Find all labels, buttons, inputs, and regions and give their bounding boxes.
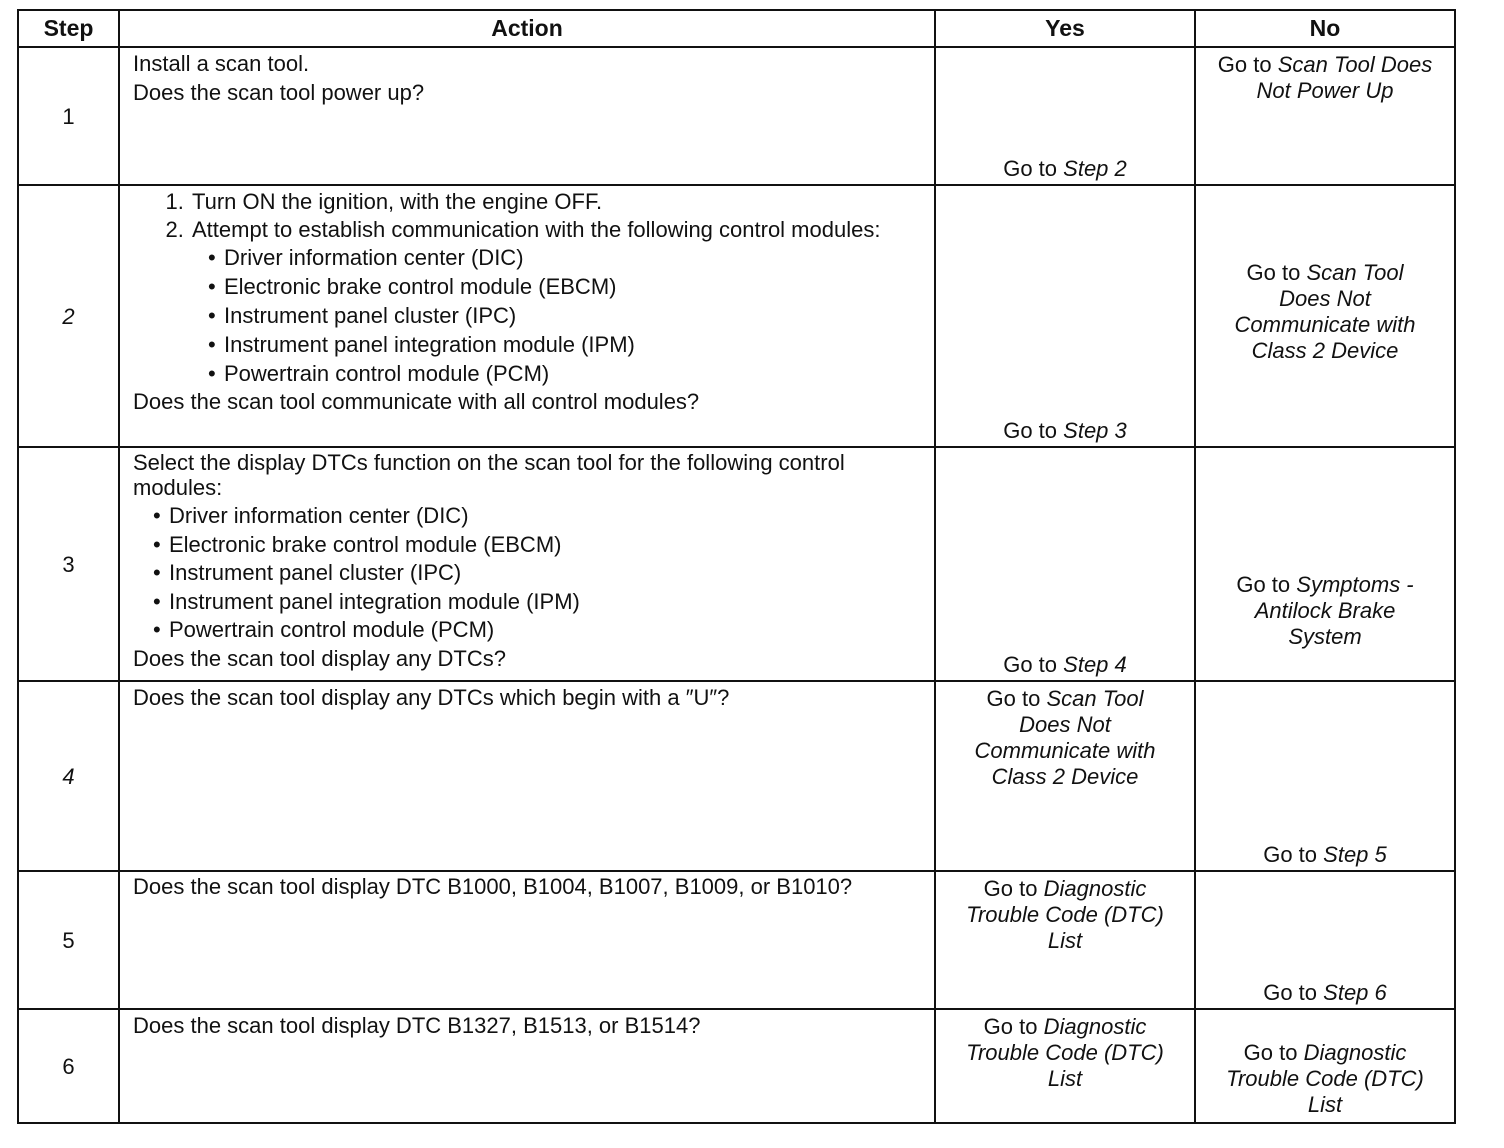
- action-question: Does the scan tool display DTC B1000, B1004, B1007, B1009, or B1010?: [133, 874, 853, 899]
- yes-cell: [935, 185, 1195, 447]
- header-yes: Yes: [935, 10, 1195, 47]
- action-line: Install a scan tool.: [133, 51, 310, 76]
- yes-cell: [935, 447, 1195, 681]
- yes-link[interactable]: Diagnostic Trouble Code (DTC) List: [966, 876, 1164, 953]
- list-item: • Instrument panel integration module (IPM): [208, 330, 924, 359]
- list-item: • Instrument panel cluster (IPC): [208, 301, 924, 330]
- yes-cell: [935, 871, 1195, 1009]
- yes-cell: [935, 1009, 1195, 1123]
- header-action: Action: [119, 10, 935, 47]
- header-step: Step: [18, 10, 119, 47]
- no-prefix: Go to: [1246, 260, 1301, 285]
- no-prefix: Go to: [1263, 980, 1318, 1005]
- action-cell: [119, 681, 935, 871]
- numbered-list: [133, 188, 924, 388]
- bullet-list: [133, 502, 924, 645]
- bullet-list: [192, 243, 924, 388]
- list-item: • Driver information center (DIC): [208, 243, 924, 272]
- yes-prefix: Go to: [983, 1014, 1038, 1039]
- step-number: 2: [18, 185, 119, 447]
- action-question: Does the scan tool display any DTCs which begin with a ″U″?: [133, 685, 730, 710]
- no-link[interactable]: Symptoms - Antilock Brake System: [1254, 572, 1414, 649]
- no-link[interactable]: Diagnostic Trouble Code (DTC) List: [1226, 1040, 1424, 1117]
- header-row: [18, 10, 1455, 47]
- header-no: No: [1195, 10, 1455, 47]
- no-link[interactable]: Step 5: [1323, 842, 1387, 867]
- yes-prefix: Go to: [986, 686, 1041, 711]
- action-cell: [119, 47, 935, 185]
- no-link[interactable]: Scan Tool Does Not Communicate with Class 2 Device: [1234, 260, 1416, 363]
- action-question: Does the scan tool communicate with all control modules?: [133, 388, 700, 414]
- table-row: [18, 871, 1455, 1009]
- no-cell: [1195, 871, 1455, 1009]
- action-intro: Select the display DTCs function on the scan tool for the following control modules:: [133, 450, 845, 500]
- action-question: Does the scan tool display any DTCs?: [133, 645, 506, 671]
- no-cell: [1195, 185, 1455, 447]
- action-question: Does the scan tool display DTC B1327, B1513, or B1514?: [133, 1013, 701, 1038]
- yes-prefix: Go to: [1003, 156, 1058, 181]
- yes-link[interactable]: Step 4: [1063, 652, 1127, 677]
- yes-link[interactable]: Step 2: [1063, 156, 1127, 181]
- yes-cell: [935, 681, 1195, 871]
- no-prefix: Go to: [1236, 572, 1291, 597]
- no-link[interactable]: Step 6: [1323, 980, 1387, 1005]
- list-item: • Powertrain control module (PCM): [153, 616, 924, 645]
- action-cell: [119, 871, 935, 1009]
- no-cell: [1195, 447, 1455, 681]
- no-cell: [1195, 1009, 1455, 1123]
- yes-cell: [935, 47, 1195, 185]
- yes-prefix: Go to: [1003, 418, 1058, 443]
- list-item: 2. Attempt to establish communication with the following control modules: • Driver information center (DIC) • Electronic brake control module (EBCM) • Instrument panel cluster (IPC) • Instrument panel integration module (IPM) • Powertrain control module (PCM): [190, 217, 924, 388]
- step-number: 3: [18, 447, 119, 681]
- no-prefix: Go to: [1263, 842, 1318, 867]
- list-item: • Electronic brake control module (EBCM): [153, 531, 924, 560]
- table-row: [18, 447, 1455, 681]
- no-link[interactable]: Scan Tool Does Not Power Up: [1256, 52, 1433, 103]
- no-cell: [1195, 681, 1455, 871]
- list-item: 1. Turn ON the ignition, with the engine OFF.: [190, 188, 924, 217]
- diagnostic-table: [17, 9, 1456, 1124]
- step-number: 5: [18, 871, 119, 1009]
- table-row: [18, 185, 1455, 447]
- no-cell: [1195, 47, 1455, 185]
- step-number: 6: [18, 1009, 119, 1123]
- table-row: [18, 1009, 1455, 1123]
- list-item: • Powertrain control module (PCM): [208, 359, 924, 388]
- yes-prefix: Go to: [1003, 652, 1058, 677]
- list-item: • Instrument panel cluster (IPC): [153, 559, 924, 588]
- step-number: 1: [18, 47, 119, 185]
- step-number: 4: [18, 681, 119, 871]
- list-item: • Driver information center (DIC): [153, 502, 924, 531]
- yes-link[interactable]: Step 3: [1063, 418, 1127, 443]
- yes-link[interactable]: Scan Tool Does Not Communicate with Class 2 Device: [974, 686, 1156, 789]
- table-row: [18, 681, 1455, 871]
- yes-link[interactable]: Diagnostic Trouble Code (DTC) List: [966, 1014, 1164, 1091]
- list-item: • Electronic brake control module (EBCM): [208, 272, 924, 301]
- no-prefix: Go to: [1243, 1040, 1298, 1065]
- action-question: Does the scan tool power up?: [133, 80, 425, 105]
- action-cell: [119, 1009, 935, 1123]
- yes-prefix: Go to: [983, 876, 1038, 901]
- table-row: [18, 47, 1455, 185]
- action-cell: [119, 185, 935, 447]
- action-cell: [119, 447, 935, 681]
- list-item: • Instrument panel integration module (IPM): [153, 588, 924, 617]
- no-prefix: Go to: [1217, 52, 1272, 77]
